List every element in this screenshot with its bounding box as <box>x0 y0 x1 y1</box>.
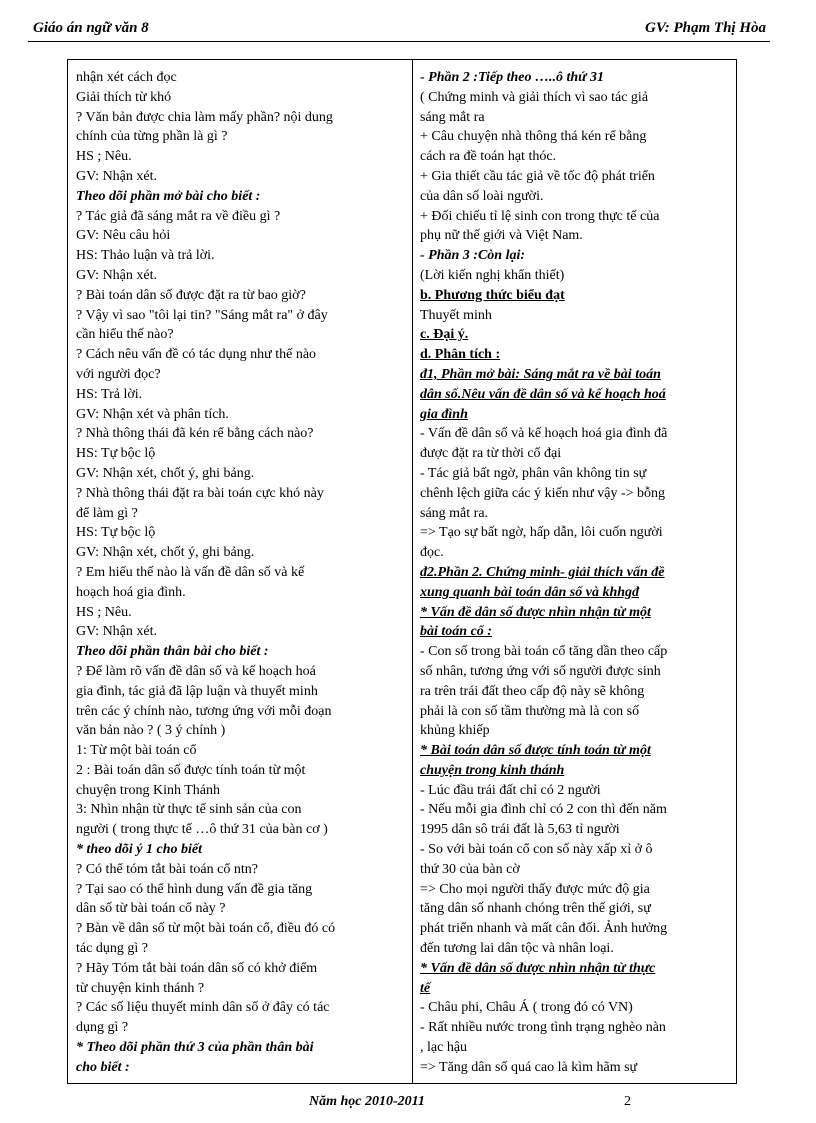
text-line: GV: Nhận xét. <box>76 267 157 283</box>
text-line: ? Bài toán dân số được đặt ra từ bao giờ? <box>76 287 306 303</box>
text-line: - Vấn đề dân số và kế hoạch hoá gia đình đã <box>420 426 668 442</box>
text-line: (Lời kiến nghị khẩn thiết) <box>420 267 565 283</box>
text-line: 2 : Bài toán dân số được tính toán từ một <box>76 762 306 778</box>
text-line: tế <box>420 980 431 996</box>
text-line: dân số.Nêu vấn đề dân số và kế hoạch hoá <box>420 386 666 402</box>
text-line: ? Để làm rõ vấn đề dân số và kế hoạch hoá <box>76 663 316 679</box>
text-line: cho biết : <box>76 1059 130 1075</box>
text-line: GV: Nhận xét. <box>76 624 157 640</box>
text-line: 3: Nhìn nhận từ thực tế sinh sản của con <box>76 802 302 818</box>
text-line: HS: Tự bộc lộ <box>76 446 156 462</box>
text-line: - Phần 2 :Tiếp theo …..ô thứ 31 <box>420 70 605 85</box>
text-line: ( Chứng minh và giải thích vì sao tác giả <box>420 89 649 105</box>
text-line: * Vấn đề dân số được nhìn nhận từ thực <box>420 960 656 976</box>
text-line: dân số từ bài toán cổ này ? <box>76 901 226 917</box>
text-line: phải là con số tầm thường mà là con số <box>420 703 640 719</box>
text-line: tăng dân số nhanh chóng trên thế giới, sự <box>420 901 651 917</box>
text-line: dụng gì ? <box>76 1020 129 1036</box>
text-line: được đặt ra từ thời cổ đại <box>420 446 562 462</box>
teacher-student-activity-column <box>76 68 408 1078</box>
text-line: sáng mắt ra <box>420 109 485 125</box>
text-line: ra trên trái đất theo cấp độ này sẽ không <box>420 683 645 699</box>
text-line: hoạch hoá gia đình. <box>76 584 186 600</box>
text-line: GV: Nhận xét. <box>76 168 157 184</box>
text-line: từ chuyện kinh thánh ? <box>76 980 205 996</box>
text-line: 1995 dân sô trái đất là 5,63 tỉ người <box>420 822 620 838</box>
text-line: Theo dõi phần thân bài cho biết : <box>76 644 269 660</box>
text-line: - Con số trong bài toán cổ tăng dần theo cấp <box>420 644 668 660</box>
text-line: với người đọc? <box>76 366 161 382</box>
header-rule <box>28 41 770 42</box>
text-line: , lạc hậu <box>420 1040 468 1056</box>
text-line: khủng khiếp <box>420 723 490 739</box>
text-line: - Phần 3 :Còn lại: <box>420 248 526 264</box>
text-line: * theo dõi ý 1 cho biết <box>76 842 202 858</box>
text-line: ? Tác giả đã sáng mắt ra về điều gì ? <box>76 208 281 224</box>
text-line: GV: Nhận xét và phân tích. <box>76 406 229 422</box>
text-line: GV: Nêu câu hỏi <box>76 228 171 244</box>
text-line: ? Nhà thông thái đã kén rể bằng cách nào? <box>76 426 314 442</box>
footer-school-year: Năm học 2010-2011 <box>309 1094 425 1109</box>
text-line: Thuyết minh <box>420 307 492 323</box>
column-divider <box>412 60 413 1083</box>
text-line: xung quanh bài toán dân số và khhgđ <box>420 584 640 600</box>
text-line: + Câu chuyện nhà thông thá kén rể bằng <box>420 129 647 145</box>
text-line: HS ; Nêu. <box>76 604 132 620</box>
text-line: ? Hãy Tóm tắt bài toán dân số có khở điểm <box>76 960 318 976</box>
text-line: ? Các số liệu thuyết minh dân số ở đây có tác <box>76 1000 330 1016</box>
text-line: sáng mắt ra. <box>420 505 489 521</box>
text-line: đọc. <box>420 545 444 561</box>
text-line: - Nếu mỗi gia đình chỉ có 2 con thì đến năm <box>420 802 667 818</box>
text-line: * Theo dõi phần thứ 3 của phần thân bài <box>76 1040 314 1056</box>
text-line: phát triển nhanh và mất cân đối. Ảnh hưởng <box>420 921 668 937</box>
lesson-table <box>67 59 737 1084</box>
text-line: d. Phân tích : <box>420 347 501 363</box>
text-line: - Lúc đầu trái đất chỉ có 2 người <box>420 782 601 798</box>
text-line: cách ra đề toán hạt thóc. <box>420 149 557 165</box>
text-line: Giải thích từ khó <box>76 89 172 105</box>
text-line: + Đối chiếu tỉ lệ sinh con trong thực tế của <box>420 208 660 224</box>
text-line: - Tác giả bất ngờ, phân vân không tin sự <box>420 465 647 481</box>
text-line: * Bài toán dân số được tính toán từ một <box>420 743 651 759</box>
text-line: c. Đại ý. <box>420 327 469 343</box>
text-line: số nhân, tương ứng với số người được sinh <box>420 663 661 679</box>
text-line: chuyện trong kinh thánh <box>420 762 565 778</box>
text-line: GV: Nhận xét, chốt ý, ghi bảng. <box>76 465 255 481</box>
text-line: ? Em hiểu thế nào là vấn đề dân số và kế <box>76 564 305 580</box>
text-line: 1: Từ một bài toán cổ <box>76 743 197 759</box>
text-line: GV: Nhận xét, chốt ý, ghi bảng. <box>76 545 255 561</box>
text-line: b. Phương thức biểu đạt <box>420 287 565 303</box>
text-line: nhận xét cách đọc <box>76 70 177 85</box>
text-line: + Gia thiết cầu tác giả về tốc độ phát triển <box>420 168 655 184</box>
text-line: => Cho mọi người thấy được mức độ gia <box>420 881 650 897</box>
lesson-content-column <box>420 68 734 1078</box>
text-line: HS: Tự bộc lộ <box>76 525 156 541</box>
text-line: đến tương lai dân tộc và nhân loại. <box>420 941 614 957</box>
text-line: đ2.Phần 2. Chứng minh- giải thích vấn đề <box>420 564 665 580</box>
text-line: - So với bài toán cổ con số này xấp xỉ ở ô <box>420 842 653 858</box>
text-line: HS ; Nêu. <box>76 149 132 165</box>
text-line: tác dụng gì ? <box>76 941 148 957</box>
text-line: phụ nữ thế giới và Việt Nam. <box>420 228 583 244</box>
text-line: ? Có thể tóm tắt bài toán cổ ntn? <box>76 861 258 877</box>
text-line: ? Vậy vì sao "tôi lại tin? "Sáng mắt ra" ở đây <box>76 307 328 323</box>
text-line: HS: Thảo luận và trả lời. <box>76 248 215 264</box>
text-line: thứ 30 của bàn cờ <box>420 861 520 877</box>
text-line: ? Tại sao có thể hình dung vấn đề gia tăng <box>76 881 313 897</box>
text-line: của dân số loài người. <box>420 188 544 204</box>
text-line: gia đình, tác giả đã lập luận và thuyết minh <box>76 683 318 699</box>
text-line: => Tạo sự bất ngờ, hấp dẫn, lôi cuốn người <box>420 525 663 541</box>
page-number: 2 <box>624 1094 631 1109</box>
page-header <box>33 20 766 42</box>
text-line: bài toán cổ : <box>420 624 492 640</box>
text-line: Theo dõi phần mở bài cho biết : <box>76 188 261 204</box>
text-line: => Tăng dân số quá cao là kìm hãm sự <box>420 1059 638 1075</box>
text-line: HS: Trả lời. <box>76 386 143 402</box>
text-line: chuyện trong Kinh Thánh <box>76 782 220 798</box>
text-line: văn bản nào ? ( 3 ý chính ) <box>76 723 226 739</box>
text-line: trên các ý chính nào, tương ứng với mỗi đoạn <box>76 703 332 719</box>
text-line: gia đình <box>420 406 468 422</box>
text-line: cần hiểu thế nào? <box>76 327 174 343</box>
text-line: chính của từng phần là gì ? <box>76 129 228 145</box>
text-line: ? Cách nêu vấn đề có tác dụng như thế nào <box>76 347 317 363</box>
text-line: đ1, Phần mở bài: Sáng mắt ra về bài toán <box>420 366 661 382</box>
text-line: * Vấn đề dân số được nhìn nhận từ một <box>420 604 651 620</box>
text-line: ? Bàn về dân số từ một bài toán cổ, điều đó có <box>76 921 336 937</box>
header-teacher: GV: Phạm Thị Hòa <box>645 20 766 36</box>
text-line: - Rất nhiều nước trong tình trạng nghèo nàn <box>420 1020 666 1036</box>
text-line: - Châu phi, Châu Á ( trong đó có VN) <box>420 1000 633 1016</box>
header-subject: Giáo án ngữ văn 8 <box>33 20 149 36</box>
text-line: ? Văn bản được chia làm mấy phần? nội dung <box>76 109 333 125</box>
text-line: chênh lệch giữa các ý kiến như vậy -> bỗng <box>420 485 666 501</box>
text-line: người ( trong thực tế …ô thứ 31 của bàn cơ ) <box>76 822 328 838</box>
text-line: ? Nhà thông thái đặt ra bài toán cực khó này <box>76 485 324 501</box>
text-line: để làm gì ? <box>76 505 138 521</box>
